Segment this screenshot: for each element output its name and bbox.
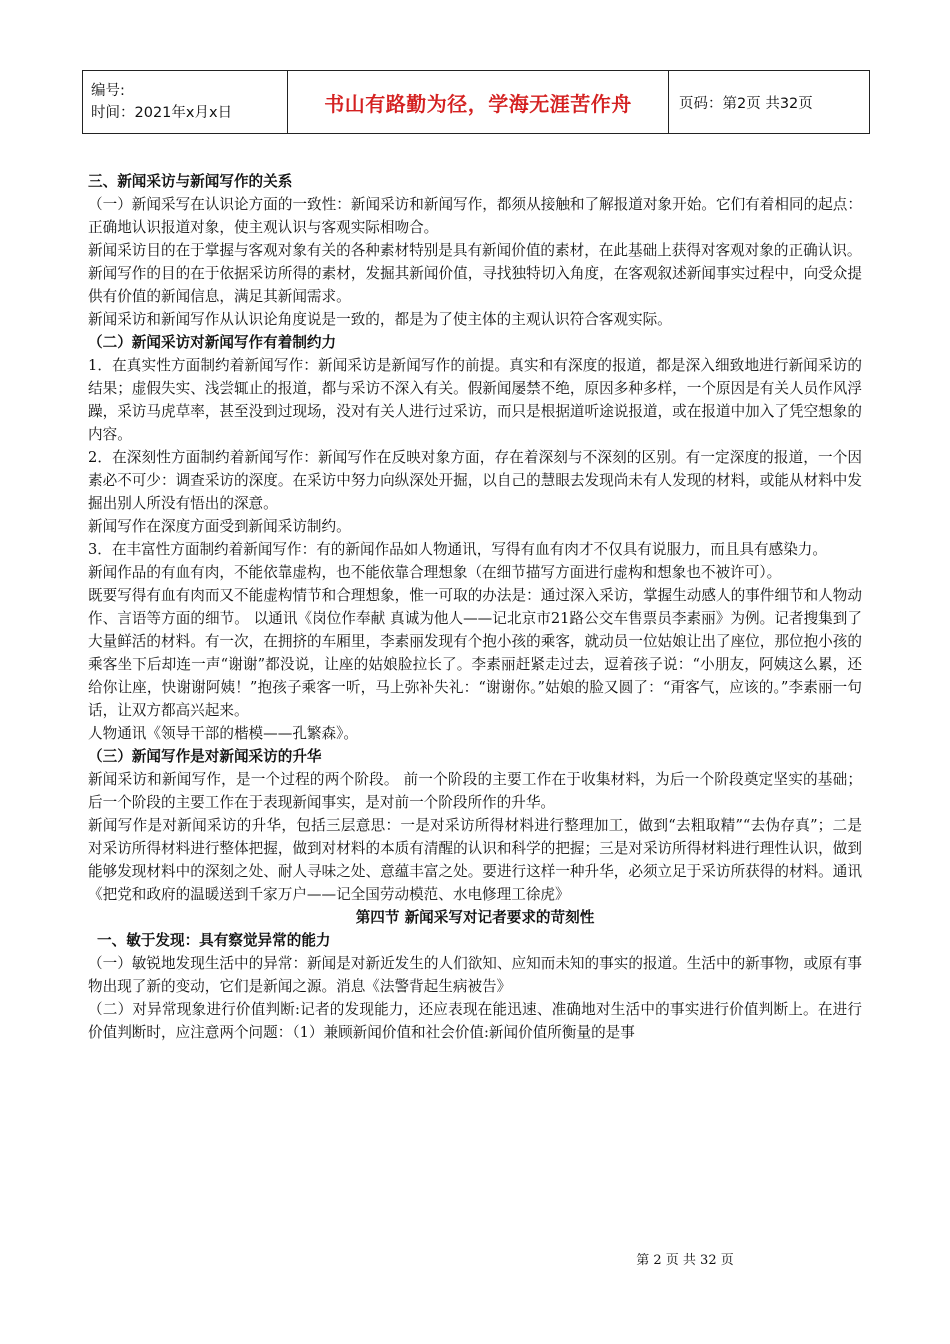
paragraph: 3．在丰富性方面制约着新闻写作：有的新闻作品如人物通讯，写得有血有肉才不仅具有说服力，而且具有感染力。 — [88, 541, 827, 558]
paragraph: 既要写得有血有肉而又不能虚构情节和合理想象，惟一可取的办法是：通过深入采访，掌握生动感人的事件细节和人物动作、言语等方面的细节。 以通讯《岗位作奉献 真诚为他人——记北京市21路公交车售票员李素丽》为例。记者搜集到了大量鲜活的材料。有一次，在拥挤的车厢里，李素丽发现有个抱小孩的乘客，就动员一位姑娘让出了座位，那位抱小孩的乘客坐下后却连一声“谢谢”都没说，让座的姑娘脸拉长了。李素丽赶紧走过去，逗着孩子说：“小朋友，阿姨这么累，还给你让座，快谢谢阿姨！”抱孩子乘客一听，马上弥补失礼：“谢谢你。”姑娘的脸又圆了：“甭客气，应该的。”李素丽一句话，让双方都高兴起来。 — [88, 587, 862, 719]
paragraph: 新闻写作在深度方面受到新闻采访制约。 — [88, 518, 351, 535]
section-heading: 三、新闻采访与新闻写作的关系 — [88, 173, 293, 190]
paragraph: 新闻写作是对新闻采访的升华，包括三层意思：一是对采访所得材料进行整理加工，做到“去粗取精”“去伪存真”；二是对采访所得材料进行整体把握，做到对材料的本质有清醒的认识和科学的把握；三是对采访所得材料进行理性认识，做到能够发现材料中的深刻之处、耐人寻味之处、意蕴丰富之处。要进行这样一种升华，必须立足于采访所获得的材料。通讯《把党和政府的温暖送到千家万户——记全国劳动模范、水电修理工徐虎》 — [88, 817, 862, 903]
header-number-label: 编号: — [91, 83, 125, 99]
paragraph: 1．在真实性方面制约着新闻写作：新闻采访是新闻写作的前提。真实和有深度的报道，都是深入细致地进行新闻采访的结果；虚假失实、浅尝辄止的报道，都与采访不深入有关。假新闻屡禁不绝，原因多种多样，一个原因是有关人员作风浮躁，采访马虎草率，甚至没到过现场，没对有关人进行过采访，而只是根据道听途说报道，或在报道中加入了凭空想象的内容。 — [88, 357, 862, 443]
section-heading: 一、敏于发现：具有察觉异常的能力 — [97, 932, 331, 949]
page-footer: 第 2 页 共 32 页 — [636, 1253, 734, 1268]
header-left-cell — [83, 71, 288, 134]
header-page-label: 页码：第2页 共32页 — [669, 71, 870, 134]
paragraph: 新闻采访和新闻写作，是一个过程的两个阶段。 前一个阶段的主要工作在于收集材料，为后一个阶段奠定坚实的基础；后一个阶段的主要工作在于表现新闻事实，是对前一个阶段所作的升华。 — [88, 771, 862, 811]
paragraph: （一）敏锐地发现生活中的异常：新闻是对新近发生的人们欲知、应知而未知的事实的报道。生活中的新事物，或原有事物出现了新的变动，它们是新闻之源。消息《法警背起生病被告》 — [88, 955, 862, 995]
paragraph: 新闻采访目的在于掌握与客观对象有关的各种素材特别是具有新闻价值的素材，在此基础上获得对客观对象的正确认识。 — [88, 242, 862, 259]
chapter-heading: 第四节 新闻采写对记者要求的苛刻性 — [355, 909, 595, 926]
paragraph: 新闻采访和新闻写作从认识论角度说是一致的，都是为了使主体的主观认识符合客观实际。 — [88, 311, 672, 328]
paragraph: 人物通讯《领导干部的楷模——孔繁森》。 — [88, 725, 358, 742]
header-table — [82, 70, 870, 134]
document-body — [88, 170, 862, 1044]
paragraph: 2．在深刻性方面制约着新闻写作：新闻写作在反映对象方面，存在着深刻与不深刻的区别。有一定深度的报道，一个因素必不可少：调查采访的深度。在采访中努力向纵深处开掘，以自己的慧眼去发现尚未有人发现的材料，或能从材料中发掘出别人所没有悟出的深意。 — [88, 449, 862, 512]
paragraph: 新闻写作的目的在于依据采访所得的素材，发掘其新闻价值，寻找独特切入角度，在客观叙述新闻事实过程中，向受众提供有价值的新闻信息，满足其新闻需求。 — [88, 265, 862, 305]
subsection-heading: （二）新闻采访对新闻写作有着制约力 — [88, 334, 337, 351]
paragraph: （一）新闻采写在认识论方面的一致性：新闻采访和新闻写作，都须从接触和了解报道对象开始。它们有着相同的起点：正确地认识报道对象，使主观认识与客观实际相吻合。 — [88, 196, 862, 236]
subsection-heading: （三）新闻写作是对新闻采访的升华 — [88, 748, 322, 765]
paragraph: 新闻作品的有血有肉，不能依靠虚构，也不能依靠合理想象（在细节描写方面进行虚构和想象也不被许可）。 — [88, 564, 782, 581]
header-motto: 书山有路勤为径，学海无涯苦作舟 — [288, 71, 669, 134]
header-time-label: 时间：2021年x月x日 — [91, 105, 233, 121]
paragraph: （二）对异常现象进行价值判断:记者的发现能力，还应表现在能迅速、准确地对生活中的事实进行价值判断上。在进行价值判断时，应注意两个问题：（1）兼顾新闻价值和社会价值:新闻价值所衡量的是事 — [88, 1001, 862, 1041]
